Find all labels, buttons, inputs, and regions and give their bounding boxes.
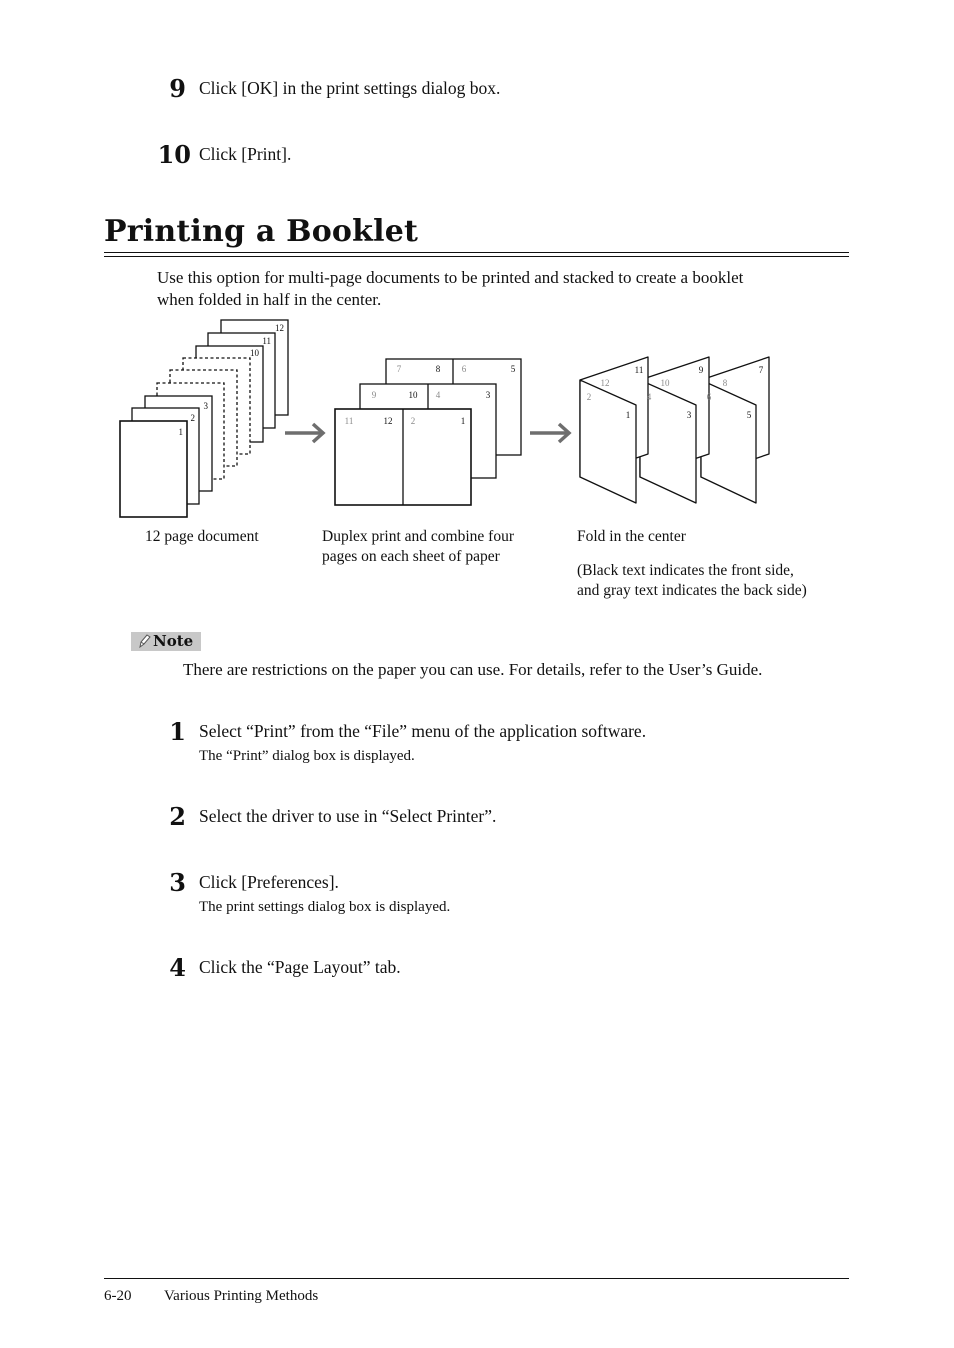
caption-fold-note-line-2: and gray text indicates the back side) <box>577 582 807 599</box>
fold3-back-left: 6 <box>706 392 712 402</box>
fold2-back-left: 4 <box>646 392 652 402</box>
caption-duplex-line-1: Duplex print and combine four <box>322 528 514 545</box>
step-text-2: Select the driver to use in “Select Printer”. <box>199 806 497 826</box>
step-number-4: 4 <box>169 953 186 982</box>
caption-fold-note-line-1: (Black text indicates the front side, <box>577 562 794 579</box>
note-badge <box>131 632 201 651</box>
page-stack <box>120 320 288 517</box>
duplex-sheets <box>335 359 521 505</box>
fold1-front-right: 1 <box>625 410 631 420</box>
sheet1-front-left: 12 <box>383 416 393 426</box>
intro-paragraph <box>157 267 847 311</box>
footer-page-number: 6-20 <box>104 1288 132 1304</box>
caption-duplex-line-2: pages on each sheet of paper <box>322 548 500 565</box>
fold2-front-back: 10 <box>660 378 670 388</box>
stack-label-2: 2 <box>190 413 195 423</box>
fold2-front-right: 3 <box>686 410 692 420</box>
step-number-2: 2 <box>169 802 186 831</box>
step-text-9: Click [OK] in the print settings dialog box. <box>199 78 501 98</box>
step-number-9: 9 <box>169 74 186 103</box>
stack-page-1 <box>120 421 187 517</box>
title-rule-thick <box>104 252 849 253</box>
note-label: Note <box>153 632 194 650</box>
step-text-4: Click the “Page Layout” tab. <box>199 957 401 977</box>
fold2-back-front: 9 <box>698 365 704 375</box>
sheet3-front-right: 5 <box>510 364 516 374</box>
fold1-back-front: 11 <box>634 365 644 375</box>
caption-duplex <box>322 527 514 567</box>
fold3-front-back: 8 <box>722 378 728 388</box>
footer-rule <box>104 1278 849 1279</box>
sheet1-front-right: 1 <box>460 416 466 426</box>
sheet1-back-left: 11 <box>344 416 354 426</box>
sheet1-back-right: 2 <box>410 416 416 426</box>
fold1-back-left: 2 <box>586 392 592 402</box>
arrow-icon-2 <box>530 424 569 442</box>
step-text-3: Click [Preferences]. <box>199 872 339 892</box>
step-number-3: 3 <box>169 868 186 897</box>
stack-label-10: 10 <box>250 348 259 358</box>
sheet2-front-right: 3 <box>485 390 491 400</box>
sheet3-back-left: 7 <box>396 364 402 374</box>
arrow-icon-1 <box>285 424 323 442</box>
sheet2-front-left: 10 <box>408 390 418 400</box>
section-title: Printing a Booklet <box>104 214 419 249</box>
fold3-front-right: 5 <box>746 410 752 420</box>
fold3-back-front: 7 <box>758 365 764 375</box>
sheet3-front-left: 8 <box>435 364 441 374</box>
step-sub-1: The “Print” dialog box is displayed. <box>199 748 415 764</box>
caption-fold-note <box>577 561 807 601</box>
caption-stack: 12 page document <box>145 528 259 545</box>
caption-fold: Fold in the center <box>577 528 686 545</box>
step-text-1: Select “Print” from the “File” menu of the application software. <box>199 721 647 741</box>
pencil-icon <box>137 634 151 649</box>
sheet2-back-left: 9 <box>371 390 377 400</box>
stack-label-11: 11 <box>262 336 271 346</box>
step-number-1: 1 <box>169 717 186 746</box>
sheet3-back-right: 6 <box>461 364 467 374</box>
footer-section-name: Various Printing Methods <box>164 1288 319 1304</box>
title-rule-thin <box>104 256 849 257</box>
stack-label-1: 1 <box>178 427 183 437</box>
sheet2-back-right: 4 <box>435 390 441 400</box>
intro-line-1: Use this option for multi-page documents to be printed and stacked to create a booklet <box>157 268 744 287</box>
stack-label-3: 3 <box>203 401 208 411</box>
step-text-10: Click [Print]. <box>199 144 292 164</box>
step-sub-3: The print settings dialog box is displayed. <box>199 899 451 915</box>
fold1-front-back: 12 <box>600 378 610 388</box>
step-number-10: 10 <box>157 140 191 169</box>
stack-label-12: 12 <box>275 323 284 333</box>
booklet-diagram <box>0 310 954 530</box>
intro-line-2: when folded in half in the center. <box>157 290 382 309</box>
note-text: There are restrictions on the paper you can use. For details, refer to the User’s Guide. <box>183 660 763 679</box>
